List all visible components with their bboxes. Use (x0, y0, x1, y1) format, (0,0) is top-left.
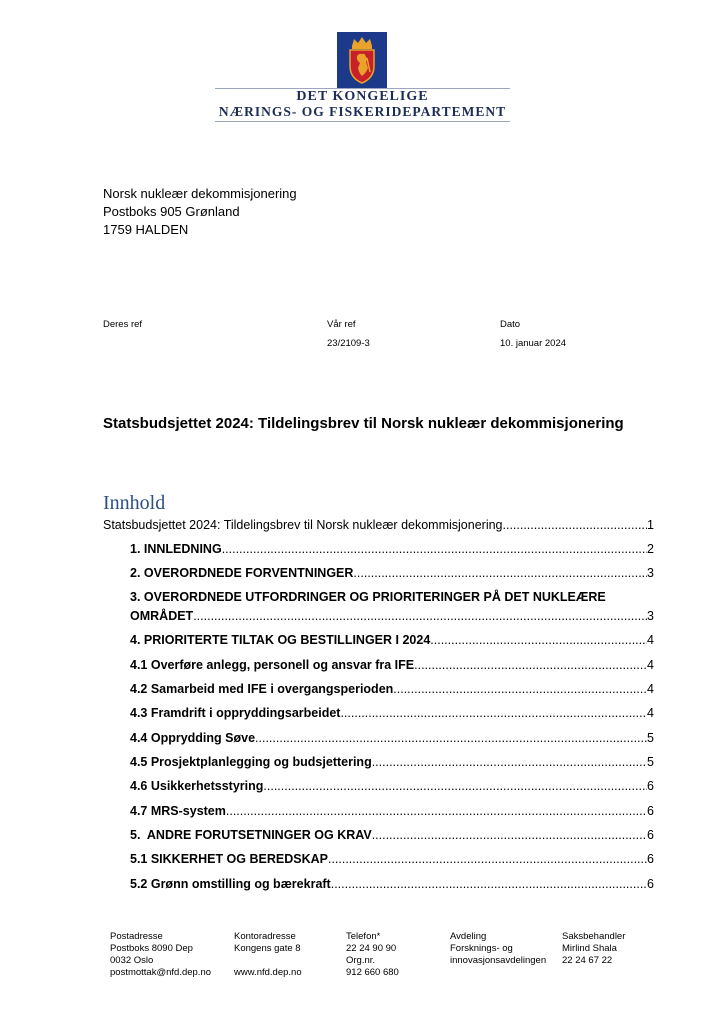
footer-text: Postboks 8090 Dep (110, 943, 193, 954)
toc-item-title: 4. PRIORITERTE TILTAK OG BESTILLINGER I 2024 (130, 633, 431, 647)
recipient-address (103, 185, 297, 239)
toc-item-title: 5.1 SIKKERHET OG BEREDSKAP (130, 852, 328, 866)
var-ref-label: Vår ref (327, 319, 356, 330)
toc-heading: Innhold (103, 492, 166, 514)
toc-item-title: 4.1 Overføre anlegg, personell og ansvar fra IFE (130, 658, 415, 672)
recipient-postbox: Postboks 905 Grønland (103, 204, 240, 219)
footer-label: Kontoradresse (234, 931, 296, 942)
toc-item-title: 1. INNLEDNING (130, 542, 222, 556)
dato-label: Dato (500, 319, 521, 330)
footer-text: Forsknings- og (450, 943, 513, 954)
toc-item-title: 2. OVERORDNEDE FORVENTNINGER (130, 566, 354, 580)
footer-text: 912 660 680 (346, 967, 399, 978)
toc-item-page: 4 (647, 633, 654, 647)
toc-item-page: 5 (647, 755, 654, 769)
toc-item[interactable] (130, 779, 654, 793)
toc-item-page: 1 (647, 518, 654, 532)
toc-item-title: 4.3 Framdrift i oppryddingsarbeidet (130, 706, 341, 720)
toc-item-page: 6 (647, 852, 654, 866)
footer-label: Saksbehandler (562, 931, 626, 942)
toc-item[interactable] (130, 828, 654, 842)
footer-text: Org.nr. (346, 955, 376, 966)
toc-item[interactable] (130, 542, 654, 556)
toc-item-title: 5. ANDRE FORUTSETNINGER OG KRAV (130, 828, 372, 842)
toc-item-line1[interactable] (130, 590, 654, 604)
toc-item-page: 3 (647, 566, 654, 580)
toc-item-title: Statsbudsjettet 2024: Tildelingsbrev til Norsk nukleær dekommisjonering (103, 518, 503, 532)
footer-text: Mirlind Shala (562, 943, 617, 954)
toc-item[interactable] (130, 682, 654, 696)
toc-item-page: 6 (647, 779, 654, 793)
footer-text: 22 24 90 90 (346, 943, 397, 954)
ministry-name-line1: DET KONGELIGE (296, 89, 429, 104)
recipient-city: 1759 HALDEN (103, 222, 189, 237)
toc-item[interactable] (130, 633, 654, 647)
toc-item[interactable] (130, 755, 654, 769)
toc-item[interactable] (130, 658, 654, 672)
norwegian-coat-of-arms-icon (337, 32, 387, 88)
toc-item-title: 4.6 Usikkerhetsstyring (130, 779, 264, 793)
var-ref-value: 23/2109-3 (327, 338, 370, 349)
dato-value: 10. januar 2024 (500, 338, 567, 349)
recipient-name: Norsk nukleær dekommisjonering (103, 186, 297, 201)
footer-office-address (234, 931, 302, 979)
toc-item[interactable] (130, 731, 654, 745)
footer-spacer (234, 955, 302, 967)
toc-item-page: 6 (647, 828, 654, 842)
toc-item-title: 4.7 MRS-system (130, 804, 226, 818)
footer-department (450, 931, 546, 967)
toc-item-page: 3 (647, 609, 654, 623)
footer-text: Kongens gate 8 (234, 943, 301, 954)
toc-item-title-cont: OMRÅDET (130, 609, 194, 623)
footer-label: Telefon* (346, 931, 381, 942)
footer-email-link[interactable]: postmottak@nfd.dep.no (110, 967, 212, 978)
toc-item[interactable] (130, 566, 654, 580)
letter-subject: Statsbudsjettet 2024: Tildelingsbrev til Norsk nukleær dekommisjonering (103, 415, 624, 432)
toc-item-page: 4 (647, 706, 654, 720)
toc-item-title: 5.2 Grønn omstilling og bærekraft (130, 877, 331, 891)
toc-item[interactable] (130, 609, 654, 623)
toc-item-title: 4.2 Samarbeid med IFE i overgangsperioden (130, 682, 394, 696)
toc-item-title: 4.5 Prosjektplanlegging og budsjettering (130, 755, 372, 769)
toc-item-page: 4 (647, 682, 654, 696)
footer-text: innovasjonsavdelingen (450, 955, 547, 966)
toc-item[interactable] (130, 877, 654, 891)
toc-item-title: 4.4 Opprydding Søve (130, 731, 256, 745)
footer-website-link[interactable]: www.nfd.dep.no (234, 967, 302, 978)
ministry-name-line2: NÆRINGS- OG FISKERIDEPARTEMENT (218, 104, 507, 119)
toc-item-page: 6 (647, 804, 654, 818)
toc-item-title: 3. OVERORDNEDE UTFORDRINGER OG PRIORITERINGER PÅ DET NUKLEÆRE (130, 590, 606, 604)
footer-postal-address (110, 931, 211, 979)
toc-item[interactable] (130, 706, 654, 720)
footer-case-officer (562, 931, 625, 967)
deres-ref-label: Deres ref (103, 319, 143, 330)
toc-item-page: 4 (647, 658, 654, 672)
footer-label: Avdeling (450, 931, 487, 942)
toc-item[interactable] (103, 518, 654, 532)
toc-item-page: 6 (647, 877, 654, 891)
toc-item-page: 2 (647, 542, 654, 556)
footer-text: 0032 Oslo (110, 955, 154, 966)
toc-item[interactable] (130, 804, 654, 818)
footer-label: Postadresse (110, 931, 163, 942)
toc-item[interactable] (130, 852, 654, 866)
footer-phone (346, 931, 399, 979)
toc-item-page: 5 (647, 731, 654, 745)
footer-text: 22 24 67 22 (562, 955, 613, 966)
header-rule-bottom (215, 121, 510, 122)
